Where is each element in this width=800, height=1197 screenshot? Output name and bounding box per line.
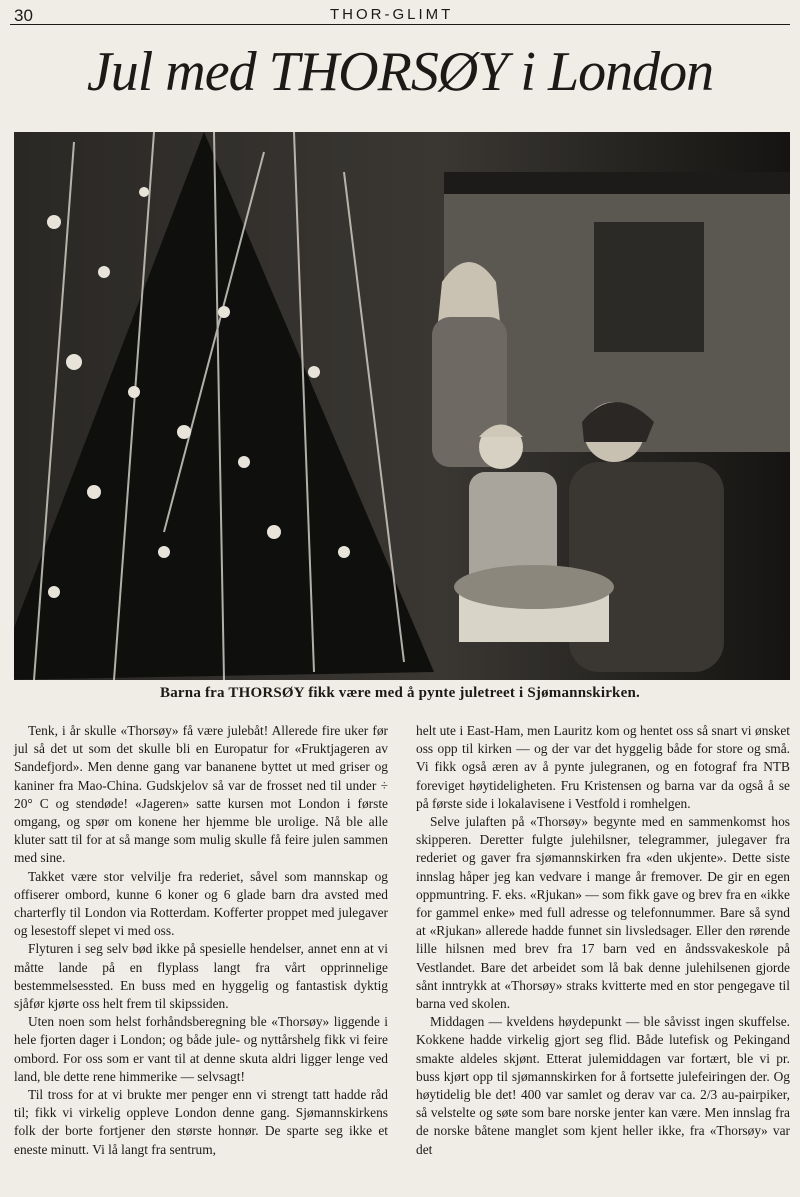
paragraph: Takket være stor velvilje fra rederiet, såvel som mannskap og offiserer ombord, kunne 6 koner og 6 glade barn dra avsted med charterfly til London via Rotterdam. Kofferter proppet med julegaver og lesestoff slepet vi med oss. xyxy=(14,868,388,939)
header-rule xyxy=(10,24,790,25)
paragraph: Flyturen i seg selv bød ikke på spesielle hendelser, annet enn at vi måtte lande på en flyplass langt fra vårt opprinnelige bestemmelsessted. En buss med en hyggelig og fantastisk dyktig sjåfør kjørte oss helt frem til skipssiden. xyxy=(14,941,388,1012)
paragraph: Selve julaften på «Thorsøy» begynte med en sammenkomst hos skipperen. Deretter fulgte julehilsner, telegrammer, julegaver fra rederiet og gaver fra sjømannskirken fra «den ukjente». Dette siste innslag håper jeg kan vedvare i mange år fremover. De gir en egen oppmuntring. F. eks. «Rjukan» — som fikk gave og brev fra en «ikke for gammel enke» med full adresse og telefonnummer. Bare så synd at «Rjukan» allerede hadde funnet sin livsledsager. Eller den rørende lille hilsnen med brev fra 17 barn ved en åndssvakeskole på Vestlandet. Bare det arbeidet som lå bak denne julehilsenen gjorde sånt inntrykk at «Thorsøy» straks kvitterte med en stor pengegave til barna ved skolen. xyxy=(416,814,790,1012)
page-number: 30 xyxy=(14,6,33,25)
paragraph: helt ute i East-Ham, men Lauritz kom og hentet oss så snart vi ønsket oss opp til kirken — og der var det hyggelig både for store og små. Vi fikk også æren av å pynte julegranen, og en fotograf fra NTB foreviget høytideligheten. Fru Kristensen og barna var da også å se på første side i lokalavisene i Vestfold i romhelgen. xyxy=(416,723,790,811)
photo-caption: Barna fra THORSØY fikk være med å pynte juletreet i Sjømannskirken. xyxy=(160,685,640,701)
page-header xyxy=(10,4,790,26)
paragraph: Uten noen som helst forhåndsberegning ble «Thorsøy» liggende i hele fjorten dager i London; og både jule- og nyttårshelg fikk vi feire ombord. For oss som er vant til at denne skuta aldri ligger lenge ved land, ble dette rene himmerike — selvsagt! xyxy=(14,1014,388,1084)
paragraph: Tenk, i år skulle «Thorsøy» få være julebåt! Allerede fire uker før jul så det ut som det skulle bli en Europatur for «Fruktjageren av Sandefjord». Men denne gang var bananene byttet ut med griser og kaniner fra Mao-China. Gudskjelov så var de frosset ned til under ÷ 20° C og stendøde! «Jageren» satte kursen mot London i første omgang, og spør om konene her hjemme ble urolige. Nå ble alle kluter satt til for at så mange som mulig skulle få feire julen sammen med sine. xyxy=(14,723,388,866)
paragraph: Til tross for at vi brukte mer penger enn vi strengt tatt hadde råd til; fikk vi virkelig oppleve London denne gang. Sjømannskirkens folk der borte fortjener den største honnør. De sparte seg ikke et eneste minutt. Vi lå langt fra sentrum, xyxy=(14,1087,388,1157)
article-column-left xyxy=(14,722,388,1159)
article-column-right xyxy=(416,722,790,1159)
christmas-tree-photo xyxy=(14,132,790,680)
publication-name: THOR-GLIMT xyxy=(330,6,454,23)
paragraph: Middagen — kveldens høydepunkt — ble såvisst ingen skuffelse. Kokkene hadde virkelig gjort seg flid. Både lutefisk og Pekingand smakte aldeles skjønt. Etterat julemiddagen var fortært, ble vi pr. buss kjørt opp til sjømannskirken for å fortsette julefeiringen der. Og høytidelig ble det! 400 var samlet og derav var ca. 2/3 au-pairpiker, så velstelte og søte som bare norske jenter kan være. Men innslag fra de norske båtene manglet som kjent heller ikke, fra «Thorsøy» var det xyxy=(416,1014,790,1157)
article-title: Jul med THORSØY i London xyxy=(86,41,714,103)
photo-illustration xyxy=(14,132,790,680)
